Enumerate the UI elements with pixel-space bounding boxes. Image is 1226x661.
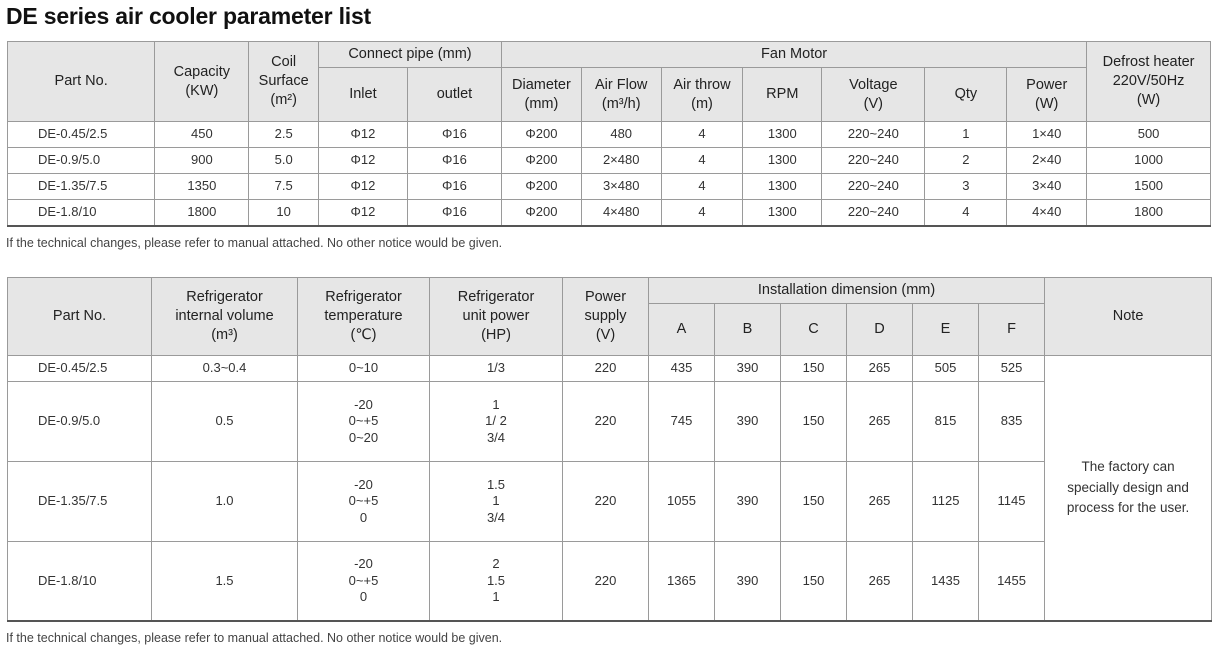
temperature-value: -20	[354, 477, 373, 493]
table-row	[8, 462, 1212, 542]
unit-power-value: 1/ 2	[485, 413, 507, 429]
header-fan-motor: Fan Motor	[502, 42, 1087, 68]
dim-d-cell: 265	[847, 382, 913, 462]
power-supply-cell: 220	[563, 462, 649, 542]
voltage-cell: 220~240	[822, 200, 925, 226]
table-row	[8, 542, 1212, 621]
capacity-cell: 1350	[155, 174, 249, 200]
header-voltage: Voltage (V)	[822, 68, 925, 122]
part-no-cell: DE-0.9/5.0	[8, 382, 152, 462]
footnote-2: If the technical changes, please refer to manual attached. No other notice would be given.	[6, 631, 503, 645]
temperature-value: 0~+5	[348, 572, 379, 588]
fan-motor-parameter-table	[7, 41, 1211, 227]
internal-volume-cell: 0.5	[152, 382, 298, 462]
temperature-value: 0~20	[348, 429, 379, 445]
defrost-heater-cell: 500	[1087, 122, 1211, 148]
header-air-throw: Air throw (m)	[661, 68, 743, 122]
air-flow-cell: 2×480	[581, 148, 661, 174]
unit-power-value: 2	[492, 556, 500, 572]
dim-b-cell: 390	[715, 542, 781, 621]
header-dim-e: E	[913, 304, 979, 356]
coil-surface-cell: 2.5	[249, 122, 319, 148]
table-row	[8, 122, 1211, 148]
outlet-cell: Φ16	[407, 200, 501, 226]
temperature-value: -20	[354, 556, 373, 572]
dim-e-cell: 505	[913, 356, 979, 382]
rpm-cell: 1300	[743, 200, 822, 226]
part-no-cell: DE-0.45/2.5	[8, 356, 152, 382]
inlet-cell: Φ12	[318, 122, 407, 148]
capacity-cell: 900	[155, 148, 249, 174]
dim-f-cell: 1455	[979, 542, 1045, 621]
dim-c-cell: 150	[781, 542, 847, 621]
power-supply-cell: 220	[563, 356, 649, 382]
unit-power-value: 1	[492, 588, 500, 604]
header-internal-volume: Refrigerator internal volume (m³)	[152, 278, 298, 356]
capacity-cell: 1800	[155, 200, 249, 226]
dim-c-cell: 150	[781, 356, 847, 382]
unit-power-value: 1	[492, 493, 500, 509]
inlet-cell: Φ12	[318, 200, 407, 226]
part-no-cell: DE-0.45/2.5	[8, 122, 155, 148]
note-text: The factory can	[1081, 459, 1175, 475]
dim-b-cell: 390	[715, 382, 781, 462]
dim-d-cell: 265	[847, 542, 913, 621]
power-cell: 4×40	[1007, 200, 1087, 226]
temperature-value: 0~+5	[348, 413, 379, 429]
temperature-value: 0	[359, 588, 368, 604]
header-connect-pipe: Connect pipe (mm)	[318, 42, 501, 68]
unit-power-value: 1.5	[486, 572, 506, 588]
footnote-1: If the technical changes, please refer to manual attached. No other notice would be given.	[6, 236, 503, 250]
air-throw-cell: 4	[661, 200, 743, 226]
note-cell	[1045, 356, 1212, 621]
header-part-no: Part No.	[8, 278, 152, 356]
diameter-cell: Φ200	[502, 174, 582, 200]
header-dim-d: D	[847, 304, 913, 356]
header-unit-power: Refrigerator unit power (HP)	[430, 278, 563, 356]
dim-c-cell: 150	[781, 382, 847, 462]
part-no-cell: DE-1.8/10	[8, 542, 152, 621]
capacity-cell: 450	[155, 122, 249, 148]
header-rpm: RPM	[743, 68, 822, 122]
table-row	[8, 356, 1212, 382]
outlet-cell: Φ16	[407, 174, 501, 200]
header-installation-dimension: Installation dimension (mm)	[649, 278, 1045, 304]
rpm-cell: 1300	[743, 122, 822, 148]
dim-e-cell: 1125	[913, 462, 979, 542]
diameter-cell: Φ200	[502, 122, 582, 148]
note-text: process for the user.	[1066, 499, 1190, 515]
dim-f-cell: 525	[979, 356, 1045, 382]
dim-d-cell: 265	[847, 356, 913, 382]
dim-a-cell: 1055	[649, 462, 715, 542]
header-dim-c: C	[781, 304, 847, 356]
header-defrost-heater: Defrost heater 220V/50Hz (W)	[1087, 42, 1211, 122]
air-flow-cell: 480	[581, 122, 661, 148]
air-flow-cell: 4×480	[581, 200, 661, 226]
qty-cell: 1	[925, 122, 1007, 148]
page-title: DE series air cooler parameter list	[6, 3, 372, 29]
unit-power-value: 3/4	[486, 509, 506, 525]
header-power: Power (W)	[1007, 68, 1087, 122]
header-inlet: Inlet	[318, 68, 407, 122]
header-air-flow: Air Flow (m³/h)	[581, 68, 661, 122]
defrost-heater-cell: 1500	[1087, 174, 1211, 200]
power-supply-cell: 220	[563, 382, 649, 462]
internal-volume-cell: 1.5	[152, 542, 298, 621]
temperature-cell	[298, 462, 430, 542]
rpm-cell: 1300	[743, 148, 822, 174]
outlet-cell: Φ16	[407, 148, 501, 174]
dim-f-cell: 835	[979, 382, 1045, 462]
internal-volume-cell: 1.0	[152, 462, 298, 542]
part-no-cell: DE-1.35/7.5	[8, 462, 152, 542]
air-throw-cell: 4	[661, 174, 743, 200]
dim-e-cell: 1435	[913, 542, 979, 621]
temperature-cell	[298, 542, 430, 621]
dim-a-cell: 1365	[649, 542, 715, 621]
defrost-heater-cell: 1000	[1087, 148, 1211, 174]
header-diameter: Diameter (mm)	[502, 68, 582, 122]
header-qty: Qty	[925, 68, 1007, 122]
unit-power-cell	[430, 382, 563, 462]
outlet-cell: Φ16	[407, 122, 501, 148]
header-power-supply: Power supply (V)	[563, 278, 649, 356]
header-coil-surface: Coil Surface (m²)	[249, 42, 319, 122]
header-note: Note	[1045, 278, 1212, 356]
part-no-cell: DE-1.35/7.5	[8, 174, 155, 200]
dim-a-cell: 745	[649, 382, 715, 462]
diameter-cell: Φ200	[502, 148, 582, 174]
dim-d-cell: 265	[847, 462, 913, 542]
unit-power-value: 1	[492, 397, 500, 413]
unit-power-value: 1/3	[486, 360, 506, 376]
voltage-cell: 220~240	[822, 148, 925, 174]
power-cell: 2×40	[1007, 148, 1087, 174]
temperature-value: 0~+5	[348, 493, 379, 509]
air-flow-cell: 3×480	[581, 174, 661, 200]
power-supply-cell: 220	[563, 542, 649, 621]
inlet-cell: Φ12	[318, 174, 407, 200]
coil-surface-cell: 10	[249, 200, 319, 226]
table-row	[8, 148, 1211, 174]
unit-power-cell	[430, 542, 563, 621]
unit-power-cell	[430, 462, 563, 542]
dim-b-cell: 390	[715, 462, 781, 542]
table-row	[8, 200, 1211, 226]
dim-a-cell: 435	[649, 356, 715, 382]
header-temperature: Refrigerator temperature (℃)	[298, 278, 430, 356]
rpm-cell: 1300	[743, 174, 822, 200]
air-throw-cell: 4	[661, 122, 743, 148]
table-row	[8, 174, 1211, 200]
dim-e-cell: 815	[913, 382, 979, 462]
power-cell: 1×40	[1007, 122, 1087, 148]
defrost-heater-cell: 1800	[1087, 200, 1211, 226]
power-cell: 3×40	[1007, 174, 1087, 200]
installation-parameter-table	[7, 277, 1212, 622]
unit-power-cell	[430, 356, 563, 382]
qty-cell: 3	[925, 174, 1007, 200]
header-dim-f: F	[979, 304, 1045, 356]
unit-power-value: 1.5	[486, 477, 506, 493]
coil-surface-cell: 5.0	[249, 148, 319, 174]
header-outlet: outlet	[407, 68, 501, 122]
coil-surface-cell: 7.5	[249, 174, 319, 200]
table-row	[8, 382, 1212, 462]
part-no-cell: DE-0.9/5.0	[8, 148, 155, 174]
internal-volume-cell: 0.3~0.4	[152, 356, 298, 382]
header-dim-b: B	[715, 304, 781, 356]
header-part-no: Part No.	[8, 42, 155, 122]
note-text: specially design and	[1067, 479, 1189, 495]
voltage-cell: 220~240	[822, 122, 925, 148]
part-no-cell: DE-1.8/10	[8, 200, 155, 226]
unit-power-value: 3/4	[486, 429, 506, 445]
header-capacity: Capacity (KW)	[155, 42, 249, 122]
inlet-cell: Φ12	[318, 148, 407, 174]
temperature-cell	[298, 356, 430, 382]
dim-b-cell: 390	[715, 356, 781, 382]
header-dim-a: A	[649, 304, 715, 356]
dim-f-cell: 1145	[979, 462, 1045, 542]
temperature-cell	[298, 382, 430, 462]
air-throw-cell: 4	[661, 148, 743, 174]
temperature-value: 0	[359, 509, 368, 525]
diameter-cell: Φ200	[502, 200, 582, 226]
temperature-value: 0~10	[348, 360, 379, 376]
temperature-value: -20	[354, 397, 373, 413]
voltage-cell: 220~240	[822, 174, 925, 200]
qty-cell: 4	[925, 200, 1007, 226]
qty-cell: 2	[925, 148, 1007, 174]
dim-c-cell: 150	[781, 462, 847, 542]
